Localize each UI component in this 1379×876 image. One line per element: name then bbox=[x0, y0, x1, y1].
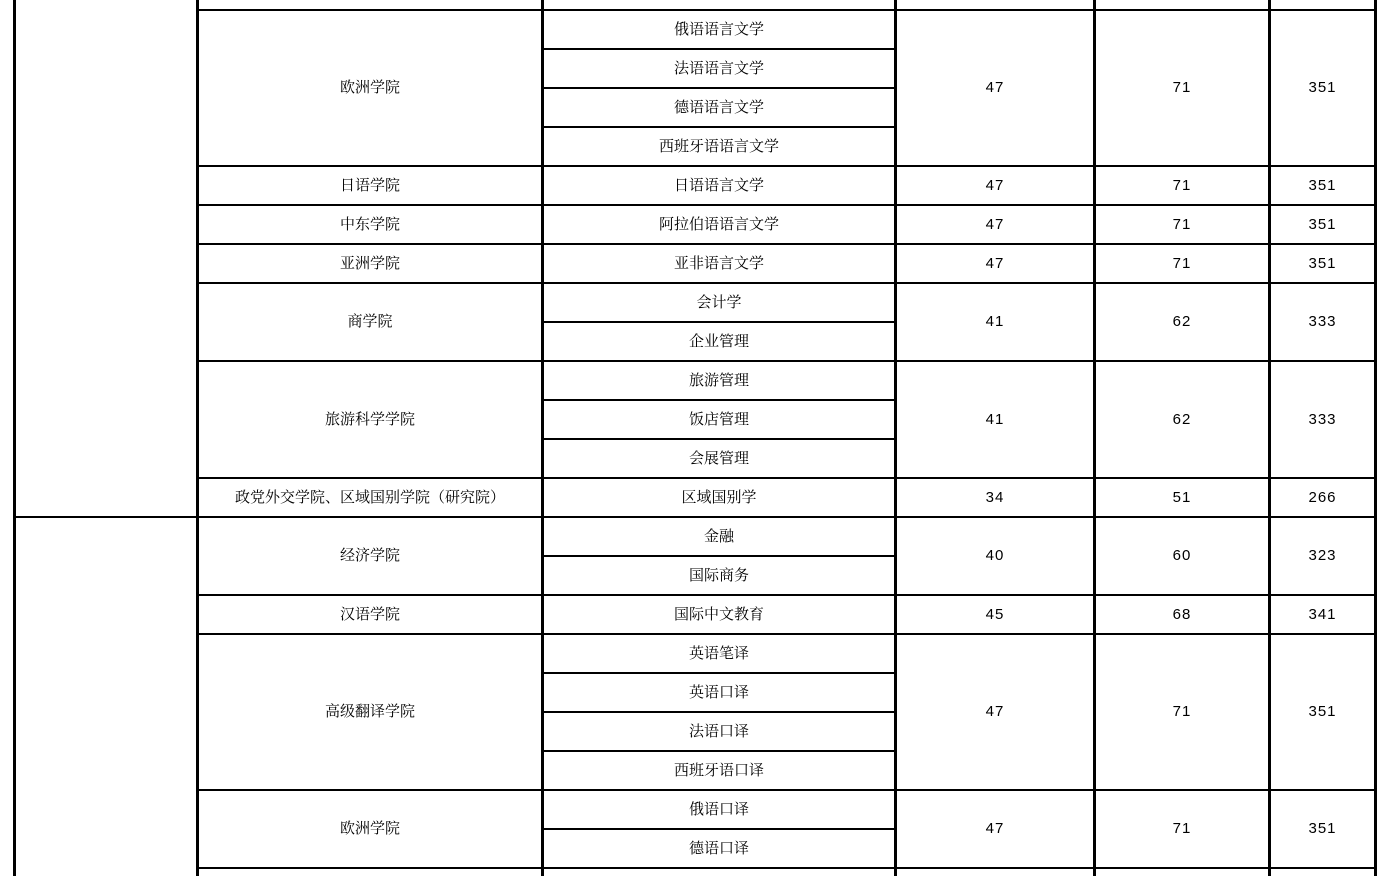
major-cell: 企业管理 bbox=[543, 322, 896, 361]
empty-cell bbox=[896, 0, 1095, 10]
major-cell: 金融 bbox=[543, 517, 896, 556]
score-cell-1: 47 bbox=[896, 10, 1095, 166]
table-row bbox=[15, 166, 1376, 205]
major-cell: 西班牙语口译 bbox=[543, 751, 896, 790]
group-cell-lower bbox=[15, 517, 198, 876]
score-cell-total: 351 bbox=[1270, 205, 1376, 244]
major-cell: 英语笔译 bbox=[543, 634, 896, 673]
table-row bbox=[15, 868, 1376, 876]
score-cell-1: 47 bbox=[896, 634, 1095, 790]
score-cell-1: 45 bbox=[896, 595, 1095, 634]
score-cell-2: 68 bbox=[1095, 595, 1270, 634]
table-row bbox=[15, 244, 1376, 283]
table-row bbox=[15, 205, 1376, 244]
empty-cell bbox=[1095, 0, 1270, 10]
college-cell: 亚洲学院 bbox=[198, 244, 543, 283]
empty-cell bbox=[896, 868, 1095, 876]
major-cell: 阿拉伯语语言文学 bbox=[543, 205, 896, 244]
table-row bbox=[15, 517, 1376, 556]
major-cell: 俄语语言文学 bbox=[543, 10, 896, 49]
major-cell: 德语语言文学 bbox=[543, 88, 896, 127]
score-cell-1: 47 bbox=[896, 166, 1095, 205]
score-cell-2: 71 bbox=[1095, 205, 1270, 244]
score-cell-2: 71 bbox=[1095, 166, 1270, 205]
major-cell: 国际商务 bbox=[543, 556, 896, 595]
table-row bbox=[15, 0, 1376, 10]
table-row bbox=[15, 595, 1376, 634]
major-cell: 旅游管理 bbox=[543, 361, 896, 400]
score-cell-2: 62 bbox=[1095, 283, 1270, 361]
score-cell-1: 41 bbox=[896, 361, 1095, 478]
table-row bbox=[15, 283, 1376, 322]
score-cell-1: 47 bbox=[896, 790, 1095, 868]
score-cell-1: 34 bbox=[896, 478, 1095, 517]
score-cell-2: 71 bbox=[1095, 244, 1270, 283]
score-cell-total: 351 bbox=[1270, 10, 1376, 166]
major-cell: 英语口译 bbox=[543, 673, 896, 712]
score-cell-total: 333 bbox=[1270, 361, 1376, 478]
score-cell-1: 40 bbox=[896, 517, 1095, 595]
score-cell-total: 266 bbox=[1270, 478, 1376, 517]
table-row bbox=[15, 478, 1376, 517]
score-cell-2: 62 bbox=[1095, 361, 1270, 478]
table-row bbox=[15, 10, 1376, 49]
college-cell: 欧洲学院 bbox=[198, 790, 543, 868]
empty-cell bbox=[1270, 868, 1376, 876]
score-cell-2: 71 bbox=[1095, 634, 1270, 790]
table-row bbox=[15, 790, 1376, 829]
major-cell: 会计学 bbox=[543, 283, 896, 322]
group-cell-upper bbox=[15, 0, 198, 517]
empty-cell bbox=[543, 0, 896, 10]
score-cell-total: 351 bbox=[1270, 166, 1376, 205]
college-cell: 日语学院 bbox=[198, 166, 543, 205]
score-cell-2: 60 bbox=[1095, 517, 1270, 595]
score-cell-total: 333 bbox=[1270, 283, 1376, 361]
major-cell: 会展管理 bbox=[543, 439, 896, 478]
major-cell: 饭店管理 bbox=[543, 400, 896, 439]
college-cell: 欧洲学院 bbox=[198, 10, 543, 166]
score-cell-total: 351 bbox=[1270, 790, 1376, 868]
major-cell: 俄语口译 bbox=[543, 790, 896, 829]
major-cell: 德语口译 bbox=[543, 829, 896, 868]
college-cell: 政党外交学院、区域国别学院（研究院） bbox=[198, 478, 543, 517]
college-cell: 汉语学院 bbox=[198, 595, 543, 634]
score-cell-total: 341 bbox=[1270, 595, 1376, 634]
empty-cell bbox=[198, 868, 543, 876]
score-cell-2: 51 bbox=[1095, 478, 1270, 517]
college-cell: 中东学院 bbox=[198, 205, 543, 244]
college-cell: 商学院 bbox=[198, 283, 543, 361]
table-row bbox=[15, 361, 1376, 400]
major-cell: 区域国别学 bbox=[543, 478, 896, 517]
college-cell: 旅游科学学院 bbox=[198, 361, 543, 478]
table-row bbox=[15, 634, 1376, 673]
empty-cell bbox=[1270, 0, 1376, 10]
score-cell-1: 41 bbox=[896, 283, 1095, 361]
major-cell: 国际中文教育 bbox=[543, 595, 896, 634]
score-cell-1: 47 bbox=[896, 244, 1095, 283]
score-cell-total: 351 bbox=[1270, 244, 1376, 283]
college-cell: 高级翻译学院 bbox=[198, 634, 543, 790]
major-cell: 西班牙语语言文学 bbox=[543, 127, 896, 166]
college-cell: 经济学院 bbox=[198, 517, 543, 595]
admission-score-table bbox=[13, 0, 1377, 876]
empty-cell bbox=[198, 0, 543, 10]
major-cell: 亚非语言文学 bbox=[543, 244, 896, 283]
score-cell-1: 47 bbox=[896, 205, 1095, 244]
score-cell-2: 71 bbox=[1095, 790, 1270, 868]
major-cell: 日语语言文学 bbox=[543, 166, 896, 205]
empty-cell bbox=[543, 868, 896, 876]
empty-cell bbox=[1095, 868, 1270, 876]
major-cell: 法语语言文学 bbox=[543, 49, 896, 88]
score-cell-total: 323 bbox=[1270, 517, 1376, 595]
score-cell-2: 71 bbox=[1095, 10, 1270, 166]
major-cell: 法语口译 bbox=[543, 712, 896, 751]
score-cell-total: 351 bbox=[1270, 634, 1376, 790]
